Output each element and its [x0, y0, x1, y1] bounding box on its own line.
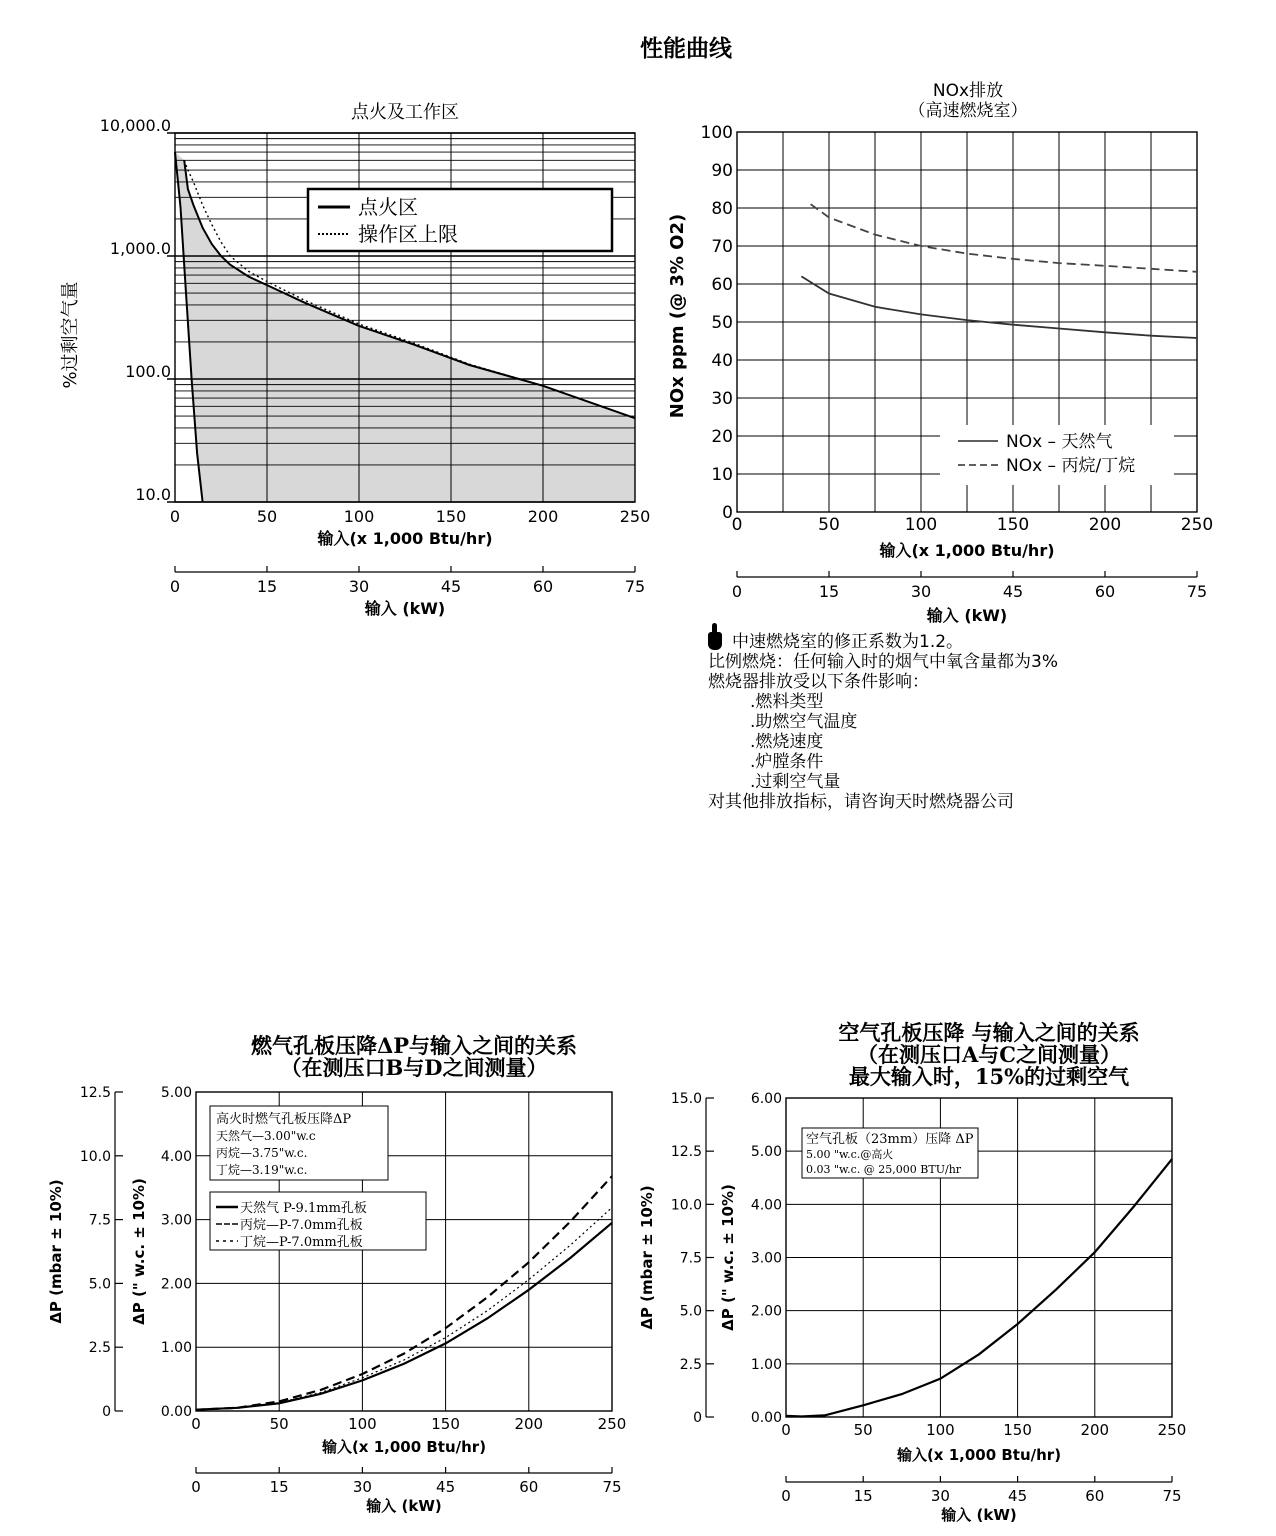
y-tick-label: 20: [711, 427, 733, 447]
legend-label: 点火区: [358, 195, 418, 219]
kw-tick-label: 30: [348, 577, 370, 596]
series-line-0: [801, 276, 1197, 338]
chart-subtitle: （在测压口A与C之间测量）: [856, 1042, 1122, 1067]
y-tick-label: 0.00: [160, 1404, 192, 1420]
mbar-tick-label: 2.5: [679, 1356, 702, 1373]
x-tick-label: 0: [731, 515, 743, 535]
x-tick-label: 50: [818, 515, 840, 535]
kw-tick-label: 30: [352, 1478, 372, 1496]
y-tick-label: 2.00: [750, 1303, 782, 1320]
kw-tick-label: 75: [602, 1478, 622, 1496]
info-line: 5.00 "w.c.@高火: [806, 1148, 894, 1161]
mbar-axis-label: ΔP (mbar ± 10%): [638, 1185, 656, 1330]
x-tick-label: 250: [619, 507, 651, 526]
y-axis-label: ΔP (" w.c. ± 10%): [130, 1178, 148, 1325]
y-axis-label: ΔP (" w.c. ± 10%): [719, 1184, 737, 1331]
mbar-tick-label: 0: [693, 1410, 702, 1426]
note-line: 中速燃烧室的修正系数为1.2。: [708, 632, 1058, 652]
y-tick-label: 1.00: [160, 1340, 192, 1357]
y-tick-label: 1,000.0: [109, 239, 171, 258]
chart-subtitle: 最大输入时，15%的过剩空气: [848, 1064, 1130, 1089]
y-tick-label: 70: [711, 237, 733, 257]
mbar-tick-label: 7.5: [679, 1250, 702, 1267]
x-tick-label: 100: [348, 1415, 377, 1433]
chart-subtitle: （在测压口B与D之间测量）: [280, 1055, 548, 1080]
y-axis-label: %过剩空气量: [60, 281, 81, 389]
legend-label: NOx – 天然气: [1006, 432, 1113, 452]
info-line: 高火时燃气孔板压降ΔP: [216, 1112, 352, 1127]
chart-title: 空气孔板压降 与输入之间的关系: [838, 1020, 1140, 1045]
mbar-tick-label: 12.5: [670, 1144, 702, 1161]
x-tick-label: 0: [191, 1415, 201, 1433]
legend-label: 丁烷—P-7.0mm孔板: [240, 1235, 363, 1250]
kw-axis-label: 输入 (kW): [926, 606, 1008, 625]
kw-tick-label: 75: [624, 577, 646, 596]
note-line: 对其他排放指标，请咨询天时燃烧器公司: [708, 792, 1014, 812]
info-line: 空气孔板（23mm）压降 ΔP: [806, 1132, 974, 1147]
chart-title: 燃气孔板压降ΔP与输入之间的关系: [250, 1033, 578, 1058]
x-tick-label: 100: [904, 515, 938, 535]
mbar-tick-label: 5.0: [679, 1303, 702, 1320]
mbar-tick-label: 10.0: [670, 1197, 702, 1214]
kw-tick-label: 45: [436, 1478, 456, 1496]
chart-air-orifice-pressure: [638, 1020, 1186, 1524]
mbar-tick-label: 15.0: [670, 1091, 702, 1107]
mbar-tick-label: 10.0: [79, 1148, 111, 1165]
x-tick-label: 100: [343, 507, 375, 526]
info-line: 丁烷—3.19"w.c.: [216, 1163, 308, 1177]
x-tick-label: 150: [435, 507, 467, 526]
mbar-tick-label: 2.5: [88, 1340, 111, 1357]
x-tick-label: 250: [597, 1415, 627, 1433]
mbar-tick-label: 12.5: [79, 1085, 111, 1101]
y-tick-label: 10,000.0: [99, 116, 171, 135]
kw-tick-label: 15: [853, 1487, 873, 1505]
note-line: 比例燃烧：任何输入时的烟气中氧含量都为3%: [708, 652, 1058, 672]
x-axis-label: 输入(x 1,000 Btu/hr): [896, 1446, 1062, 1464]
x-tick-label: 200: [527, 507, 559, 526]
kw-tick-label: 60: [532, 577, 554, 596]
legend-label: NOx – 丙烷/丁烷: [1006, 456, 1136, 476]
series-line-0: [196, 1223, 612, 1410]
info-line: 丙烷—3.75"w.c.: [216, 1146, 308, 1160]
x-tick-label: 250: [1180, 515, 1214, 535]
kw-tick-label: 30: [910, 582, 932, 601]
y-tick-label: 30: [711, 389, 733, 409]
info-line: 0.03 "w.c. @ 25,000 BTU/hr: [806, 1163, 962, 1176]
legend-label: 操作区上限: [358, 222, 458, 246]
page-title: 性能曲线: [640, 36, 732, 62]
kw-axis-label: 输入 (kW): [364, 599, 446, 618]
y-tick-label: 0.00: [750, 1410, 782, 1426]
x-tick-label: 200: [1088, 515, 1122, 535]
kw-tick-label: 45: [1002, 582, 1024, 601]
x-tick-label: 150: [1003, 1421, 1032, 1439]
mbar-tick-label: 5.0: [88, 1276, 111, 1293]
y-tick-label: 10: [711, 465, 733, 485]
y-tick-label: 0: [722, 503, 733, 523]
kw-tick-label: 45: [440, 577, 462, 596]
info-line: 天然气—3.00"w.c: [216, 1129, 316, 1143]
kw-tick-label: 45: [1008, 1487, 1028, 1505]
chart-nox-emission: [667, 81, 1213, 625]
y-tick-label: 5.00: [160, 1085, 192, 1101]
x-tick-label: 150: [431, 1415, 460, 1433]
note-line: .燃烧速度: [750, 732, 824, 752]
kw-tick-label: 0: [191, 1478, 201, 1496]
y-tick-label: 50: [711, 313, 733, 333]
kw-tick-label: 15: [269, 1478, 289, 1496]
series-line-1: [811, 204, 1197, 272]
x-tick-label: 0: [781, 1421, 791, 1439]
kw-tick-label: 75: [1186, 582, 1208, 601]
x-tick-label: 150: [996, 515, 1030, 535]
note-line: .过剩空气量: [750, 772, 841, 792]
chart-title: 点火及工作区: [351, 102, 459, 123]
y-tick-label: 1.00: [750, 1356, 782, 1373]
notes-block: [708, 632, 1058, 812]
y-tick-label: 3.00: [160, 1212, 192, 1229]
y-tick-label: 100.0: [125, 362, 171, 381]
x-tick-label: 50: [256, 507, 278, 526]
chart-subtitle: （高速燃烧室）: [908, 101, 1028, 121]
note-line: .助燃空气温度: [750, 712, 858, 732]
kw-tick-label: 30: [930, 1487, 950, 1505]
chart-title: NOx排放: [932, 81, 1004, 101]
legend-label: 丙烷—P-7.0mm孔板: [240, 1218, 363, 1233]
y-tick-label: 5.00: [750, 1144, 782, 1161]
kw-tick-label: 75: [1162, 1487, 1182, 1505]
y-tick-label: 90: [711, 161, 733, 181]
x-axis-label: 输入(x 1,000 Btu/hr): [321, 1438, 487, 1456]
x-tick-label: 200: [514, 1415, 544, 1433]
legend-label: 天然气 P-9.1mm孔板: [240, 1201, 367, 1216]
x-tick-label: 50: [269, 1415, 289, 1433]
y-tick-label: 4.00: [160, 1148, 192, 1165]
y-tick-label: 80: [711, 199, 733, 219]
kw-tick-label: 15: [256, 577, 278, 596]
y-tick-label: 10.0: [135, 485, 171, 504]
x-tick-label: 50: [853, 1421, 873, 1439]
kw-tick-label: 60: [1094, 582, 1116, 601]
kw-tick-label: 60: [1085, 1487, 1105, 1505]
series-line-0: [786, 1159, 1172, 1416]
y-tick-label: 6.00: [750, 1091, 782, 1107]
chart-ignition-zone: [60, 102, 650, 618]
legend-box: [308, 189, 612, 251]
y-tick-label: 2.00: [160, 1276, 192, 1293]
y-axis-label: NOx ppm (@ 3% O2): [667, 213, 688, 419]
chart-gas-orifice-pressure: [47, 1033, 626, 1515]
y-tick-label: 40: [711, 351, 733, 371]
y-tick-label: 100: [700, 123, 733, 143]
x-axis-label: 输入(x 1,000 Btu/hr): [879, 541, 1055, 560]
x-tick-label: 100: [926, 1421, 955, 1439]
note-line: .燃料类型: [750, 692, 824, 712]
kw-tick-label: 0: [169, 577, 181, 596]
x-tick-label: 200: [1080, 1421, 1110, 1439]
y-tick-label: 60: [711, 275, 733, 295]
kw-axis-label: 输入 (kW): [366, 1497, 442, 1515]
note-line: 燃烧器排放受以下条件影响：: [708, 672, 929, 692]
x-axis-label: 输入(x 1,000 Btu/hr): [317, 529, 493, 548]
note-line: .炉膛条件: [750, 752, 824, 772]
x-tick-label: 0: [169, 507, 181, 526]
kw-tick-label: 0: [731, 582, 743, 601]
y-tick-label: 4.00: [750, 1197, 782, 1214]
mbar-axis-label: ΔP (mbar ± 10%): [47, 1179, 65, 1324]
kw-tick-label: 60: [519, 1478, 539, 1496]
y-tick-label: 3.00: [750, 1250, 782, 1267]
x-tick-label: 250: [1157, 1421, 1187, 1439]
kw-tick-label: 0: [781, 1487, 791, 1505]
hand-pointer-icon: [708, 632, 722, 650]
mbar-tick-label: 0: [102, 1404, 111, 1420]
kw-tick-label: 15: [818, 582, 840, 601]
mbar-tick-label: 7.5: [88, 1212, 111, 1229]
kw-axis-label: 输入 (kW): [941, 1506, 1017, 1524]
